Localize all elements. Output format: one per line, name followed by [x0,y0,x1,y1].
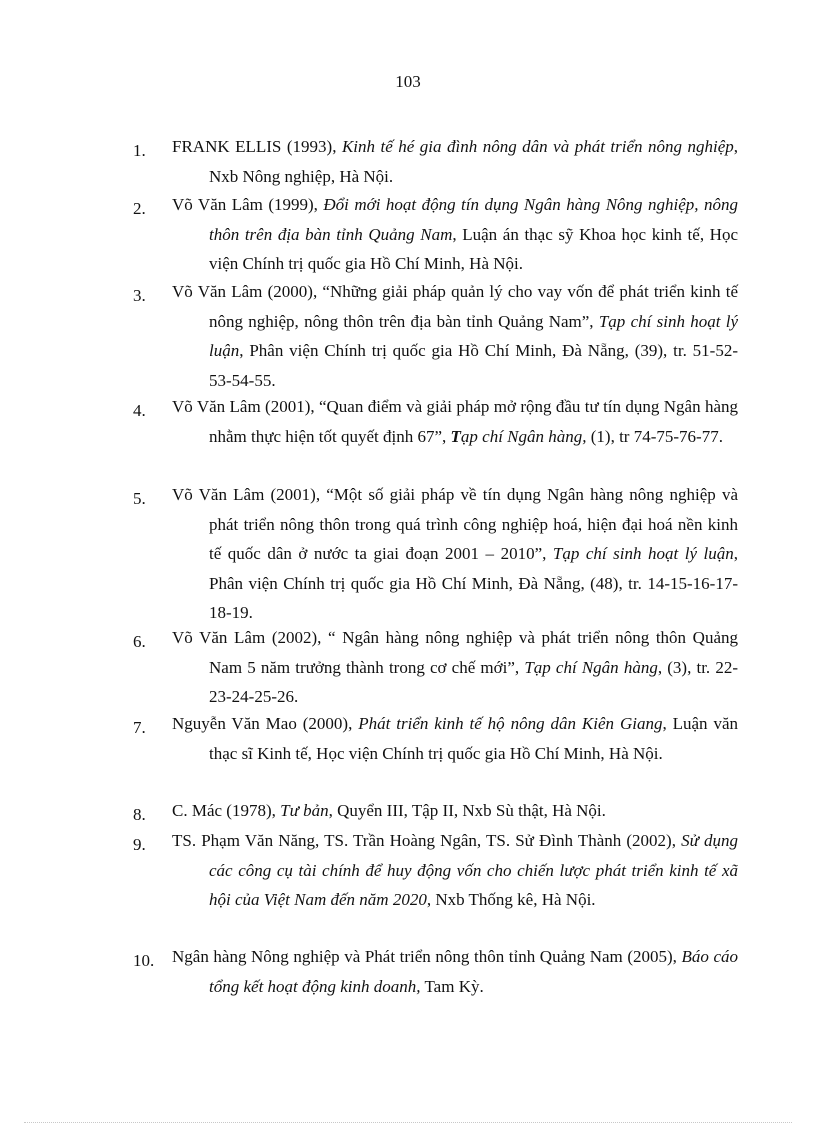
reference-text [172,190,738,279]
reference-author-year: Võ Văn Lâm (1999), [172,195,324,214]
reference-publisher: , Luận văn thạc sĩ Kinh tế, Học viện Chính trị quốc gia Hồ Chí Minh, Hà Nội. [209,714,739,763]
reference-journal-initial: T [450,426,461,446]
reference-item [133,392,738,451]
reference-item [133,277,738,395]
reference-journal: Tạp chí sinh hoạt lý luận [209,311,738,360]
reference-article: Võ Văn Lâm (2001), “Quan điểm và giải pháp mở rộng đầu tư tín dụng Ngân hàng nhằm thực hiện tốt quyết định 67”, [172,397,738,446]
reference-author-year: Nguyễn Văn Mao (2000), [172,714,359,733]
reference-number: 2. [133,199,146,218]
reference-details: , Phân viện Chính trị quốc gia Hồ Chí Minh, Đà Nẵng, (48), tr. 14-15-16-17-18-19. [209,544,739,622]
reference-text [172,623,738,712]
reference-details: , Phân viện Chính trị quốc gia Hồ Chí Minh, Đà Nẵng, (39), tr. 51-52-53-54-55. [209,341,738,390]
reference-article: Võ Văn Lâm (2001), “Một số giải pháp về tín dụng Ngân hàng nông nghiệp và phát triển nông thôn trong quá trình công nghiệp hoá, hiện đại hoá nền kinh tế quốc dân ở nước ta giai đoạn 2001 – 2010”, [172,485,738,563]
reference-journal: Tạp chí sinh hoạt lý luận [552,544,734,563]
reference-number: 1. [133,141,146,160]
reference-details: , (3), tr. 22-23-24-25-26. [209,657,738,706]
reference-title: Đổi mới hoạt động tín dụng Ngân hàng Nông nghiệp, nông thôn trên địa bàn tỉnh Quảng Nam [209,195,738,244]
reference-publisher: , Nxb Thống kê, Hà Nội. [426,890,596,909]
reference-author-year: Ngân hàng Nông nghiệp và Phát triển nông thôn tỉnh Quảng Nam (2005), [172,947,682,966]
reference-number: 5. [133,489,146,508]
reference-text [172,942,738,1001]
reference-item [133,709,738,768]
reference-item [133,826,738,915]
reference-journal: ạp chí Ngân hàng, [460,426,587,446]
reference-publisher: , Nxb Nông nghiệp, Hà Nội. [209,137,739,186]
reference-item [133,942,738,1001]
reference-journal: Tạp chí Ngân hàng [524,657,658,677]
reference-title: Sử dụng các công cụ tài chính để huy động vốn cho chiến lược phát triển kinh tế xã hội của Việt Nam đến năm 2020 [209,831,738,909]
reference-text [172,132,738,191]
reference-title: Tư bản [280,801,329,820]
reference-number: 8. [133,805,146,824]
reference-title: Báo cáo tổng kết hoạt động kinh doanh, [209,947,738,996]
reference-number: 7. [133,718,146,737]
reference-number: 10. [133,951,155,970]
reference-author-year: FRANK ELLIS (1993), [172,137,342,156]
reference-article: Võ Văn Lâm (2000), “Những giải pháp quản lý cho vay vốn để phát triển kinh tế nông nghiệp, nông thôn trên địa bàn tỉnh Quảng Nam”, [172,282,738,331]
reference-number: 4. [133,401,146,420]
page-number: 103 [395,72,421,91]
reference-number: 6. [133,632,146,651]
reference-publisher: , Quyển III, Tập II, Nxb Sù thật, Hà Nội. [328,801,606,820]
reference-publisher: , Luận án thạc sỹ Khoa học kinh tế, Học viện Chính trị quốc gia Hồ Chí Minh, Hà Nội. [209,224,739,273]
reference-title: Phát triển kinh tế hộ nông dân Kiên Giang [358,714,663,733]
reference-author-year: TS. Phạm Văn Năng, TS. Trần Hoàng Ngân, TS. Sử Đình Thành (2002), [172,831,682,850]
reference-item [133,480,738,628]
reference-details: (1), tr 74-75-76-77. [586,426,723,446]
reference-text [172,392,738,451]
reference-item [133,190,738,279]
reference-title: Kinh tế hé gia đình nông dân và phát triển nông nghiệp [341,137,734,156]
reference-article: Võ Văn Lâm (2002), “ Ngân hàng nông nghiệp và phát triển nông thôn Quảng Nam 5 năm trưởng thành trong cơ chế mới”, [172,628,738,677]
reference-text [172,826,738,915]
reference-number: 9. [133,835,146,854]
reference-item [133,623,738,712]
reference-text [172,480,738,628]
reference-text [172,796,738,826]
reference-publisher: Tam Kỳ. [420,976,484,996]
reference-text [172,709,738,768]
reference-item [133,796,738,826]
reference-text [172,277,738,395]
reference-author-year: C. Mác (1978), [172,801,281,820]
reference-number: 3. [133,286,146,305]
reference-item [133,132,738,191]
